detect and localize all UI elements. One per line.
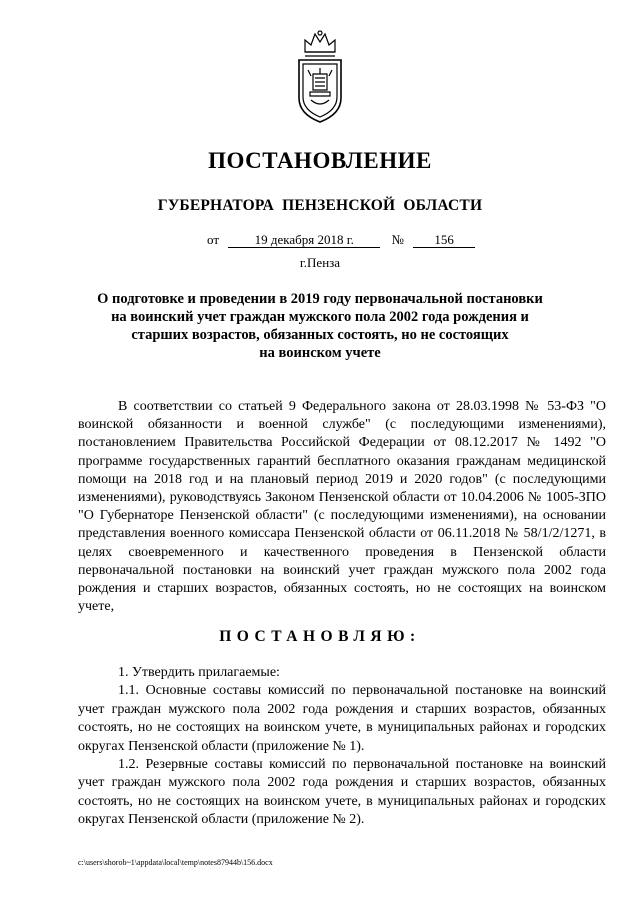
preamble-block: [78, 398, 606, 616]
coat-of-arms-icon: [291, 30, 349, 126]
date-prefix: от: [207, 232, 220, 247]
decree-item: 1.1. Основные составы комиссий по первоначальной постановке на воинский учет граждан мужского пола 2002 года рождения и старших возрастов, обязанных состоять, но не состоящих на воинском учете, в муниципальных районах и городских округах Пензенской области (приложение № 1).: [78, 683, 606, 754]
decree-heading: ПОСТАНОВЛЯЮ:: [219, 628, 421, 645]
heading-line: на воинский учет граждан мужского пола 2002 года рождения и: [111, 309, 529, 325]
issuer-title: ГУБЕРНАТОРА ПЕНЗЕНСКОЙ ОБЛАСТИ: [157, 197, 483, 214]
heading-line: старших возрастов, обязанных состоять, но не состоящих: [131, 327, 509, 343]
file-path-footer: c:\users\shorob~1\appdata\local\temp\notes87944b\156.docx: [78, 858, 273, 867]
number-field: 156: [413, 232, 475, 248]
page-title: ПОСТАНОВЛЕНИЕ: [208, 148, 432, 173]
decree-item: 1.2. Резервные составы комиссий по первоначальной постановке на воинский учет граждан мужского пола 2002 года рождения и старших возрастов, обязанных состоять, но не состоящих на воинском учете, в муниципальных районах и городских округах Пензенской области (приложение № 2).: [78, 757, 606, 828]
date-number-line: [207, 232, 475, 248]
number-prefix: №: [391, 232, 404, 247]
decree-item: 1. Утвердить прилагаемые:: [118, 665, 280, 680]
city-label: г.Пенза: [299, 255, 341, 270]
date-field: 19 декабря 2018 г.: [228, 232, 380, 248]
decree-items: [78, 664, 606, 830]
heading-line: О подготовке и проведении в 2019 году первоначальной постановки: [97, 291, 543, 307]
preamble-paragraph: В соответствии со статьей 9 Федерального закона от 28.03.1998 № 53-ФЗ "О воинской обязанности и военной службе" (с последующими изменениями), постановлением Правительства Российской Федерации от 08.12.2017 № 1492 "О программе государственных гарантий бесплатного оказания гражданам медицинской помощи на 2018 год и на плановый период 2019 и 2020 годов" (с последующими изменениями), руководствуясь Законом Пензенской области от 10.04.2006 № 1005-ЗПО "О Губернаторе Пензенской области" (с последующими изменениями), на основании представления военного комиссара Пензенской области от 06.11.2018 № 58/1/2/1271, в целях своевременного и качественного проведения в Пензенской области первоначальной постановки на воинский учет граждан мужского пола 2002 года рождения и старших возрастов, обязанных состоять, но не состоящих на воинском учете,: [78, 399, 606, 615]
heading-line: на воинском учете: [259, 345, 381, 361]
document-heading: [60, 290, 580, 362]
